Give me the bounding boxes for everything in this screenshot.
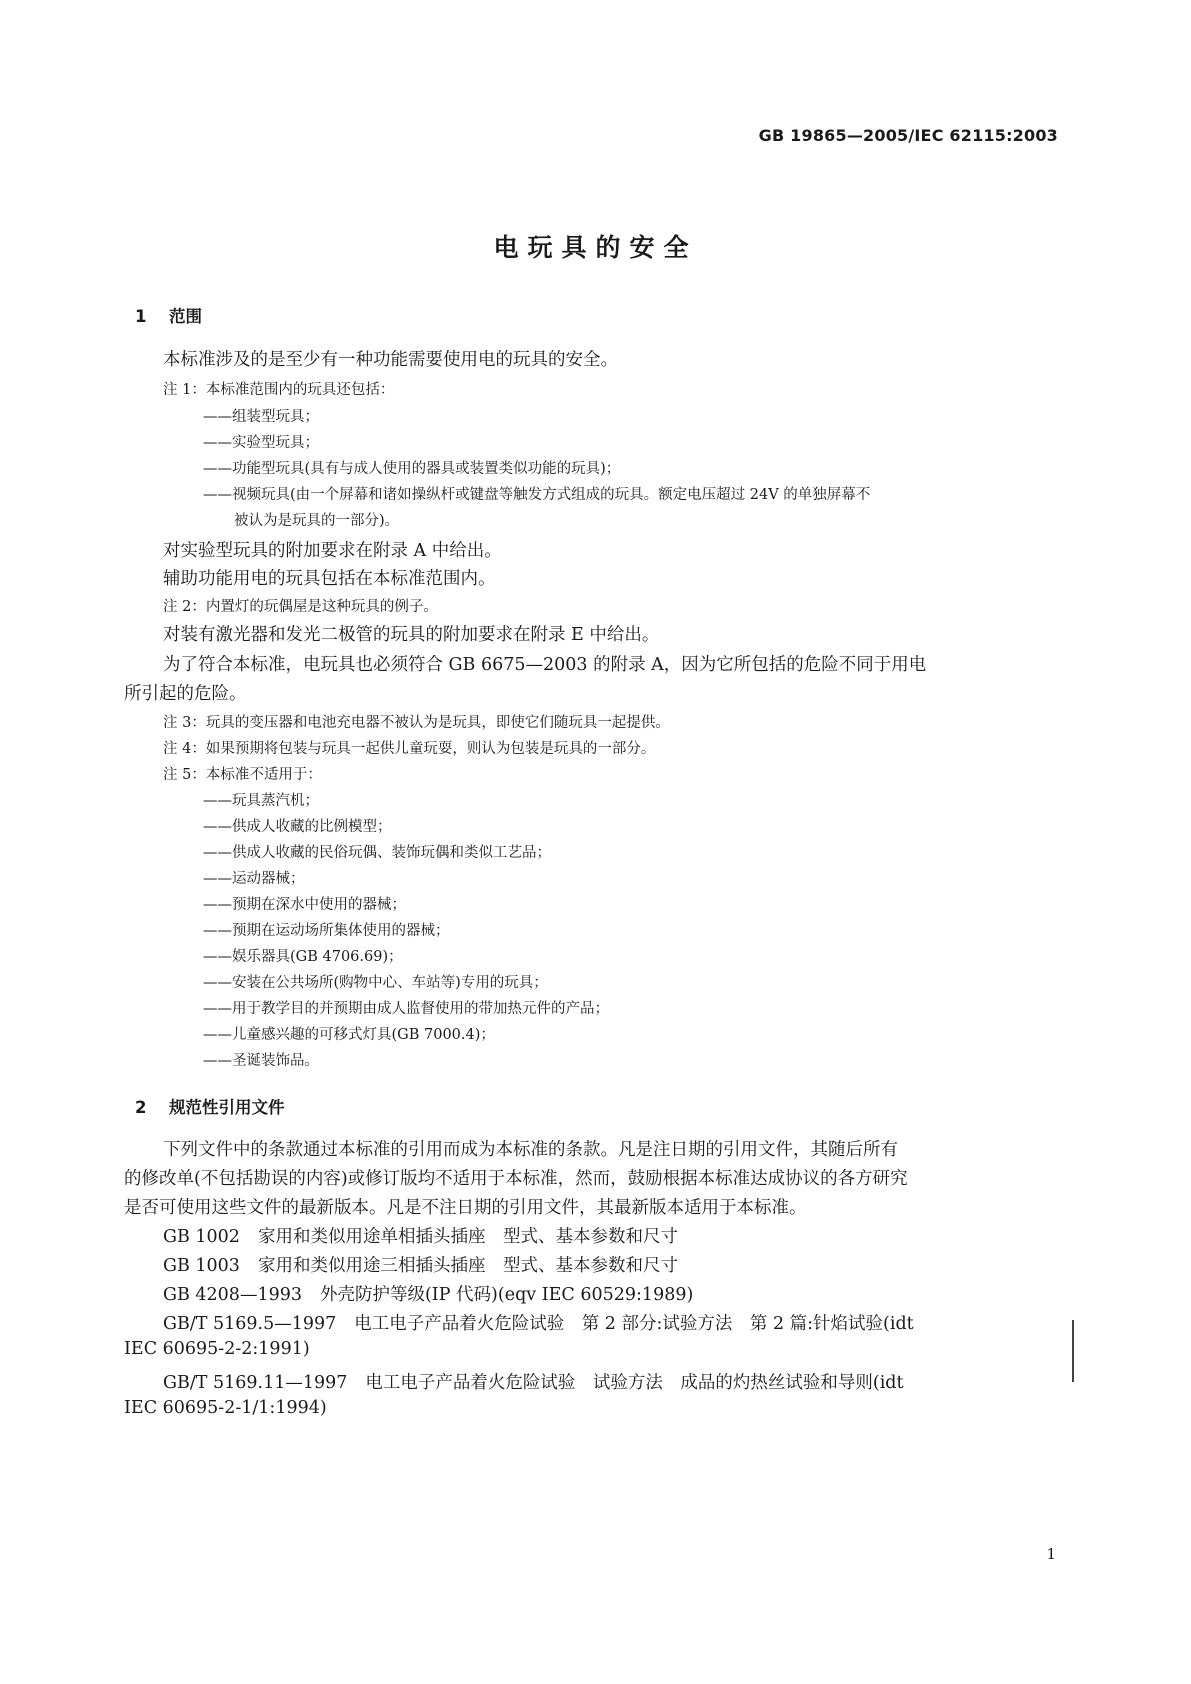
paragraph: 对实验型玩具的附加要求在附录 A 中给出。 xyxy=(163,541,502,561)
list-item: ——儿童感兴趣的可移式灯具(GB 7000.4)； xyxy=(203,1027,495,1043)
section-number: 1 xyxy=(135,307,147,326)
reference-code: GB/T 5169.5—1997 xyxy=(163,1314,337,1334)
reference-code: GB 4208—1993 xyxy=(163,1285,302,1305)
paragraph-continuation: 是否可使用这些文件的最新版本。凡是不注日期的引用文件，其最新版本适用于本标准。 xyxy=(124,1198,807,1218)
reference-code: GB 1002 xyxy=(163,1227,240,1247)
paragraph-continuation: 所引起的危险。 xyxy=(124,684,247,704)
section-2-heading xyxy=(135,1094,285,1118)
page-number: 1 xyxy=(1046,1545,1056,1563)
reference-code: GB 1003 xyxy=(163,1256,240,1276)
standard-code-header: GB 19865—2005/IEC 62115:2003 xyxy=(758,126,1058,145)
reference-item xyxy=(163,1281,693,1306)
reference-title: 外壳防护等级(IP 代码)(eqv IEC 60529:1989) xyxy=(319,1285,694,1305)
reference-code: GB/T 5169.11—1997 xyxy=(163,1373,348,1393)
list-item: ——预期在运动场所集体使用的器械； xyxy=(203,923,450,939)
list-item: ——供成人收藏的比例模型； xyxy=(203,819,392,835)
list-item: ——运动器械； xyxy=(203,871,305,887)
list-item: ——视频玩具(由一个屏幕和诸如操纵杆或键盘等触发方式组成的玩具。额定电压超过 24V 的单独屏幕不 xyxy=(203,487,871,503)
reference-title: 电工电子产品着火危险试验 第 2 部分:试验方法 第 2 篇:针焰试验(idt xyxy=(354,1314,914,1334)
reference-item xyxy=(163,1369,904,1394)
change-bar xyxy=(1072,1320,1074,1382)
note: 注 3：玩具的变压器和电池充电器不被认为是玩具，即使它们随玩具一起提供。 xyxy=(163,715,670,731)
list-item: ——实验型玩具； xyxy=(203,435,319,451)
section-1-heading xyxy=(135,303,202,327)
list-item: ——功能型玩具(具有与成人使用的器具或装置类似功能的玩具)； xyxy=(203,461,621,477)
section-title: 范围 xyxy=(169,307,202,326)
paragraph: 下列文件中的条款通过本标准的引用而成为本标准的条款。凡是注日期的引用文件，其随后所有 xyxy=(163,1140,898,1160)
list-item: ——供成人收藏的民俗玩偶、装饰玩偶和类似工艺品； xyxy=(203,845,551,861)
note: 注 4：如果预期将包装与玩具一起供儿童玩耍，则认为包装是玩具的一部分。 xyxy=(163,741,656,757)
paragraph: 对装有激光器和发光二极管的玩具的附加要求在附录 E 中给出。 xyxy=(163,625,660,645)
list-item: ——安装在公共场所(购物中心、车站等)专用的玩具； xyxy=(203,975,548,991)
reference-title: 家用和类似用途单相插头插座 型式、基本参数和尺寸 xyxy=(257,1227,678,1247)
list-item: ——娱乐器具(GB 4706.69)； xyxy=(203,949,403,965)
section-number: 2 xyxy=(135,1098,147,1117)
paragraph-continuation: 的修改单(不包括勘误的内容)或修订版均不适用于本标准，然而，鼓励根据本标准达成协议的各方研究 xyxy=(124,1169,908,1189)
reference-title: 电工电子产品着火危险试验 试验方法 成品的灼热丝试验和导则(idt xyxy=(365,1373,904,1393)
document-title: 电玩具的安全 xyxy=(493,233,698,262)
note: 注 5：本标准不适用于： xyxy=(163,767,322,783)
paragraph: 辅助功能用电的玩具包括在本标准范围内。 xyxy=(163,569,496,589)
list-item: ——圣诞装饰品。 xyxy=(203,1053,319,1069)
reference-item xyxy=(163,1310,914,1335)
list-item: ——玩具蒸汽机； xyxy=(203,793,319,809)
list-item: ——用于教学目的并预期由成人监督使用的带加热元件的产品； xyxy=(203,1001,609,1017)
note: 注 2：内置灯的玩偶屋是这种玩具的例子。 xyxy=(163,599,438,615)
note: 注 1：本标准范围内的玩具还包括： xyxy=(163,382,395,398)
paragraph: 为了符合本标准，电玩具也必须符合 GB 6675—2003 的附录 A，因为它所包括的危险不同于用电 xyxy=(163,655,927,675)
section-title: 规范性引用文件 xyxy=(169,1098,285,1117)
reference-continuation: IEC 60695-2-1/1:1994) xyxy=(124,1398,327,1418)
reference-item xyxy=(163,1252,678,1277)
reference-continuation: IEC 60695-2-2:1991) xyxy=(124,1339,310,1359)
list-item-continuation: 被认为是玩具的一部分)。 xyxy=(234,513,400,529)
reference-item xyxy=(163,1223,678,1248)
list-item: ——预期在深水中使用的器械； xyxy=(203,897,406,913)
paragraph: 本标准涉及的是至少有一种功能需要使用电的玩具的安全。 xyxy=(163,350,618,370)
list-item: ——组装型玩具； xyxy=(203,409,319,425)
reference-title: 家用和类似用途三相插头插座 型式、基本参数和尺寸 xyxy=(257,1256,678,1276)
